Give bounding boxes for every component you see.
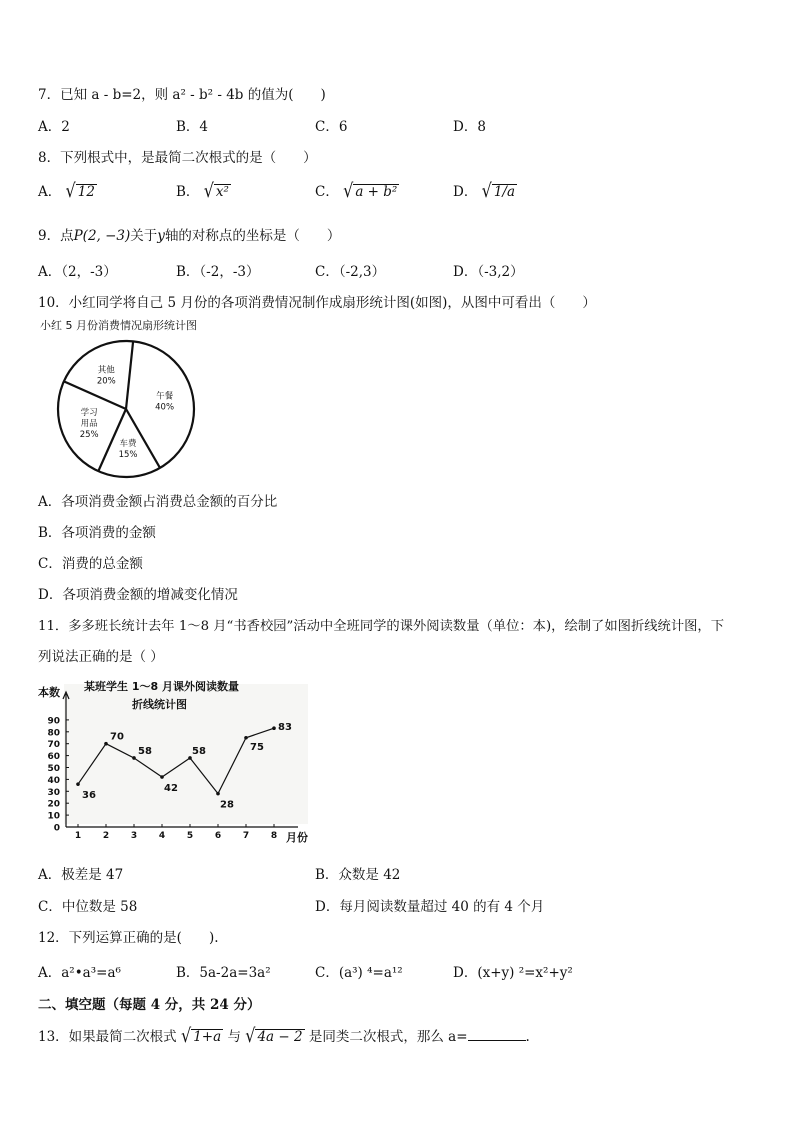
q10-option-a: A．各项消费金额占消费总金额的百分比 [38, 494, 278, 510]
pie-slice-label: 学习用品 25% [79, 408, 99, 441]
data-point [272, 726, 276, 730]
data-label: 83 [278, 722, 292, 734]
q12-option-b: B．5a-2a=3a² [176, 965, 271, 981]
q13-end: . [525, 1029, 530, 1045]
q9-stem-prefix: 9．点 [38, 228, 74, 244]
data-label: 36 [82, 790, 96, 802]
pie-slice-label: 其他 20% [96, 365, 116, 387]
data-point [104, 742, 108, 746]
q12-option-a: A．a²•a³=a⁶ [38, 965, 121, 981]
q11-stem-line1: 11．多多班长统计去年 1～8 月“书香校园”活动中全班同学的课外阅读数量（单位：本)，绘制了如图折线统计图，下 [38, 619, 725, 634]
y-tick-label: 50 [47, 764, 60, 774]
q9-stem-suffix: 轴的对称点的坐标是（ ） [164, 228, 341, 244]
data-point [132, 756, 136, 760]
q13-prefix: 13．如果最简二次根式 [38, 1029, 177, 1045]
y-tick-label: 0 [53, 823, 60, 834]
q13-radical-2: √ 4a − 2 [245, 1024, 303, 1047]
data-point [160, 775, 164, 779]
y-tick-label: 60 [47, 752, 60, 763]
q8-option-a-radical: √ 12 [65, 179, 95, 202]
q13-radicand-1: 1+a [193, 1029, 222, 1045]
q9-option-b: B．（-2，-3） [176, 264, 260, 280]
data-label: 75 [250, 741, 264, 753]
q13-radicand-2: 4a − 2 [257, 1029, 303, 1045]
data-label: 42 [164, 783, 178, 795]
q8-option-a-radicand: 12 [77, 184, 95, 200]
pie-slice-label: 午餐 40% [155, 391, 175, 413]
q8-option-b [176, 180, 231, 200]
q11-option-d: D．每月阅读数量超过 40 的有 4 个月 [315, 899, 545, 915]
data-point [216, 792, 220, 796]
x-tick-label: 7 [242, 831, 250, 841]
x-tick-label: 5 [186, 831, 194, 841]
q8-option-c [315, 180, 399, 200]
x-tick-label: 2 [102, 831, 110, 841]
x-tick-label: 6 [214, 831, 222, 841]
q9-option-a: A．（2，-3） [38, 264, 117, 280]
y-tick-label: 80 [47, 728, 60, 739]
q9-option-c: C．（-2,3） [315, 264, 386, 280]
q13-radical-1: √ 1+a [180, 1024, 222, 1047]
data-label: 28 [220, 799, 234, 811]
data-point [244, 736, 248, 740]
line-chart-subtitle: 折线统计图 [132, 698, 187, 711]
q8-option-b-radicand: x² [215, 184, 229, 200]
section-title: 二、填空题（每题 4 分，共 24 分） [38, 997, 261, 1013]
q11-option-b: B．众数是 42 [315, 867, 401, 883]
q8-option-d-radicand: 1/a [493, 184, 516, 200]
q12-stem: 12．下列运算正确的是( ). [38, 930, 219, 946]
q10-option-b: B．各项消费的金额 [38, 525, 156, 541]
q8-option-b-radical: √ x² [203, 179, 229, 202]
y-tick-label: 90 [47, 716, 60, 727]
q8-option-d-label: D． [453, 184, 478, 200]
data-point [76, 782, 80, 786]
y-tick-label: 70 [47, 740, 60, 751]
q8-option-c-radical: √ a + b² [343, 179, 398, 202]
y-tick-label: 20 [47, 799, 60, 810]
x-tick-label: 3 [130, 831, 138, 841]
q8-option-c-label: C． [315, 184, 339, 200]
q10-option-d: D．各项消费金额的增减变化情况 [38, 587, 238, 603]
q11-stem-line2: 列说法正确的是（ ） [38, 649, 164, 665]
q13-mid: 与 [227, 1029, 241, 1045]
q8-option-c-radicand: a + b² [355, 184, 398, 200]
q9-stem-mid: 关于 [130, 228, 158, 244]
data-label: 70 [110, 731, 124, 743]
line-chart [36, 678, 326, 844]
pie-chart-title: 小红 5 月份消费情况扇形统计图 [40, 319, 197, 332]
q12-option-c: C．(a³) ⁴=a¹² [315, 965, 403, 981]
q9-point: P(2, −3) [73, 228, 131, 244]
line-chart-ylabel: 本数 [38, 686, 60, 699]
q9-option-d: D．（-3,2） [453, 264, 524, 280]
q10-stem: 10．小红同学将自己 5 月份的各项消费情况制作成扇形统计图(如图)，从图中可看出（ ） [38, 295, 596, 311]
y-tick-label: 40 [47, 775, 60, 786]
q8-option-d [453, 180, 517, 200]
x-tick-label: 1 [74, 831, 82, 841]
x-tick-label: 4 [158, 831, 166, 841]
q11-option-a: A．极差是 47 [38, 867, 124, 883]
y-tick-label: 10 [47, 811, 60, 822]
q8-option-a [38, 180, 97, 200]
q7-stem: 7．已知 a - b=2，则 a² - b² - 4b 的值为( ) [38, 87, 326, 103]
line-chart-title: 某班学生 1～8 月课外阅读数量 [84, 680, 239, 693]
pie-slice-label: 车费 15% [118, 438, 138, 460]
q7-option-c: C．6 [315, 119, 348, 135]
q13-suffix: 是同类二次根式，那么 a= [308, 1029, 468, 1045]
y-tick-label: 30 [47, 787, 60, 798]
q13-stem [38, 1025, 530, 1045]
q11-option-c: C．中位数是 58 [38, 899, 138, 915]
data-label: 58 [192, 745, 206, 757]
q7-option-d: D．8 [453, 119, 486, 135]
q8-option-d-radical: √ 1/a [481, 179, 516, 202]
pie-chart-plot [58, 341, 194, 477]
q10-option-c: C．消费的总金额 [38, 556, 143, 572]
data-label: 58 [138, 745, 152, 757]
q9-stem [38, 224, 340, 244]
q8-stem: 8．下列根式中，是最简二次根式的是（ ） [38, 150, 317, 166]
q7-option-a: A．2 [38, 119, 70, 135]
x-tick-label: 8 [270, 831, 278, 841]
line-chart-xlabel: 月份 [286, 831, 308, 844]
pie-chart [38, 316, 218, 481]
q13-answer-blank[interactable] [468, 1028, 526, 1041]
q9-axis: y [157, 228, 165, 244]
q8-option-b-label: B． [176, 184, 200, 200]
q8-option-a-label: A． [38, 184, 62, 200]
q12-option-d: D．(x+y) ²=x²+y² [453, 965, 573, 981]
q7-option-b: B．4 [176, 119, 209, 135]
